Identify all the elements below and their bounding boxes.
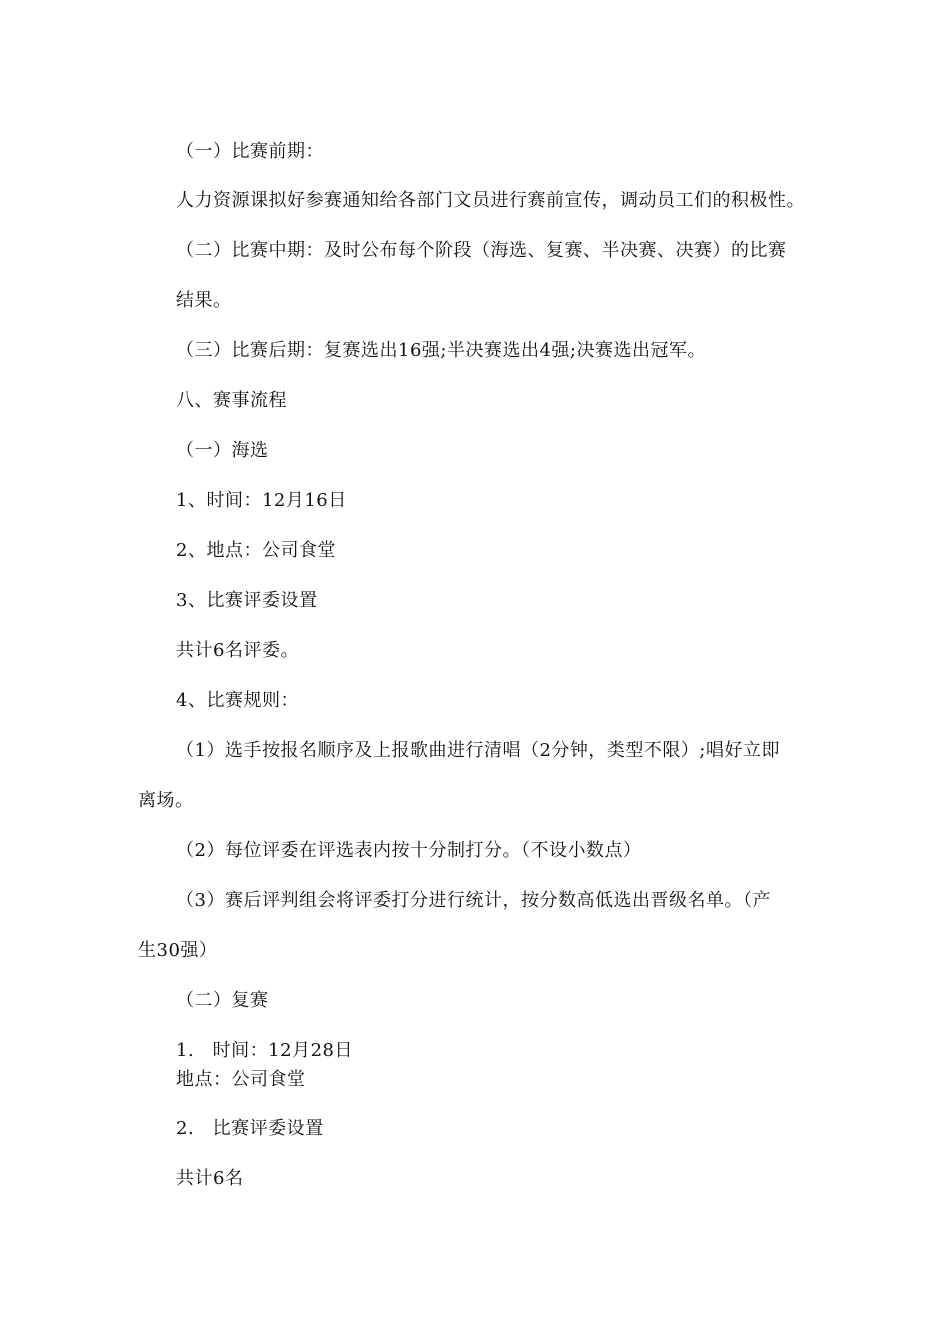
list-item-audition-rules: 4、比赛规则：: [176, 690, 299, 711]
list-item-rematch-judges: 2. 比赛评委设置: [176, 1118, 324, 1139]
paragraph-early-stage: 人力资源课拟好参赛通知给各部门文员进行赛前宣传，调动员工们的积极性。: [176, 190, 805, 211]
paragraph-mid-stage-continued: 结果。: [176, 290, 232, 311]
rule-item-3-continued: 生30强）: [138, 940, 218, 961]
section-heading-early-stage: （一）比赛前期：: [176, 141, 324, 162]
rule-item-1: （1）选手按报名顺序及上报歌曲进行清唱（2分钟，类型不限）;唱好立即: [176, 740, 780, 761]
paragraph-rematch-judge-count: 共计6名: [176, 1168, 244, 1189]
list-item-audition-location: 2、地点：公司食堂: [176, 540, 336, 561]
paragraph-rematch-location: 地点：公司食堂: [176, 1069, 306, 1090]
list-item-rematch-time: 1. 时间：12月28日: [176, 1040, 353, 1061]
subsection-heading-auditions: （一）海选: [176, 440, 269, 461]
rule-item-2: （2）每位评委在评选表内按十分制打分。（不设小数点）: [176, 840, 642, 861]
paragraph-mid-stage: （二）比赛中期：及时公布每个阶段（海选、复赛、半决赛、决赛）的比赛: [176, 240, 787, 261]
list-item-audition-time: 1、时间：12月16日: [176, 490, 347, 511]
section-heading-event-process: 八、赛事流程: [176, 390, 287, 411]
rule-item-3: （3）赛后评判组会将评委打分进行统计，按分数高低选出晋级名单。（产: [176, 890, 771, 911]
paragraph-late-stage: （三）比赛后期：复赛选出16强;半决赛选出4强;决赛选出冠军。: [176, 340, 706, 361]
rule-item-1-continued: 离场。: [138, 790, 194, 811]
list-item-audition-judges: 3、比赛评委设置: [176, 590, 318, 611]
paragraph-audition-judge-count: 共计6名评委。: [176, 640, 299, 661]
subsection-heading-rematch: （二）复赛: [176, 990, 269, 1011]
